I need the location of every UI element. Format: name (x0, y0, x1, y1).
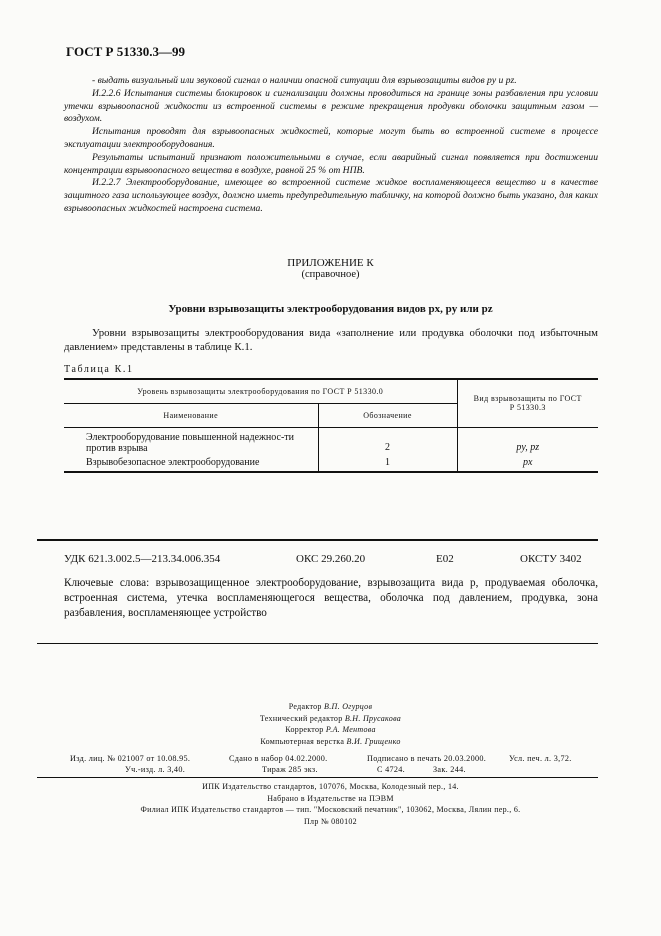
table-label: Таблица К.1 (64, 364, 134, 375)
divider (37, 777, 598, 778)
edition-sheets: Уч.-изд. л. 3,40. (125, 765, 186, 774)
table-row (64, 455, 598, 473)
tech-editor-name: В.Н. Прусакова (344, 713, 402, 723)
keywords: Ключевые слова: взрывозащищенное электрооборудование, взрывозащита вида p, продуваемая оболочка, встроенная система, утечка воспламеняющегося вещества, оболочка под давлением, продувка, зона разбавления, воспламеняющее устройство (64, 577, 598, 619)
table-cell-name: Взрывобезопасное электрооборудование (64, 455, 318, 473)
tech-editor-label: Технический редактор (259, 713, 343, 723)
okstu-code: ОКСТУ 3402 (520, 553, 582, 565)
intro-paragraph: Результаты испытаний признают положительными в случае, если аварийный сигнал появляется при достижении концентрации взрывоопасного вещества в воздухе, равной 25 % от НПВ. (64, 151, 598, 176)
table-cell-type: px (523, 456, 533, 468)
table-col-name: Наименование (64, 403, 318, 427)
editor-label: Редактор (288, 702, 322, 711)
intro-paragraph: - выдать визуальный или звуковой сигнал о наличии опасной ситуации для взрывозащиты видов py и pz. (92, 75, 517, 86)
table-cell-name: Электрооборудование повышенной надежнос-ти против взрыва (64, 427, 318, 455)
table-cell-type: py, pz (516, 441, 540, 453)
appendix-paragraph: Уровни взрывозащиты электрооборудования вида «заполнение или продувка оболочки под избыточным давлением» представлены в таблице К.1. (64, 327, 598, 353)
order-number: Зак. 244. (433, 765, 466, 774)
license-info: Изд. лиц. № 021007 от 10.08.95. (70, 754, 191, 763)
table-col-type: Вид взрывозащиты по ГОСТ Р 51330.3 (457, 379, 598, 427)
table-cell-designation: 2 (318, 427, 457, 455)
publisher-line: Набрано в Издательстве на ПЭВМ (267, 793, 394, 803)
publisher-line: ИПК Издательство стандартов, 107076, Москва, Колодезный пер., 14. (202, 782, 459, 791)
table-row (64, 427, 598, 455)
page-header-standard: ГОСТ Р 51330.3—99 (66, 44, 185, 59)
intro-text (64, 75, 598, 216)
appendix-subtitle: (справочное) (301, 269, 360, 280)
divider (37, 539, 598, 541)
intro-paragraph: Испытания проводят для взрывоопасных жидкостей, которые могут быть во встроенной системе в процессе эксплуатации электрооборудования. (64, 126, 598, 150)
credits (0, 701, 661, 747)
publisher-info (0, 781, 661, 827)
intro-paragraph: И.2.2.6 Испытания системы блокировок и сигнализации должны проводиться на границе зоны разбавления при условии утечки взрывоопасной жидкости из встроенной системы в режиме прекращения продувки оболочки защитным газом — воздухом. (64, 87, 598, 125)
print-sheets: Усл. печ. л. 3,72. (509, 754, 572, 763)
appendix-heading: Уровни взрывозащиты электрооборудования видов px, py или pz (168, 303, 493, 315)
corrector-name: Р.А. Ментова (325, 725, 376, 734)
corrector-label: Корректор (285, 725, 324, 734)
editor-name: В.П. Огурцов (324, 702, 373, 711)
layout-name: В.И. Грищенко (346, 736, 401, 746)
intro-paragraph: И.2.2.7 Электрооборудование, имеющее во встроенной системе жидкое воспламеняющееся вещество и в качестве защитного газа использующее воздух, должно иметь предупредительную табличку, на которой должно быть указано, для каких взрывоопасных жидкостей настроена система. (64, 177, 598, 214)
table-group-header: Уровень взрывозащиты электрооборудования по ГОСТ Р 51330.0 (64, 379, 457, 403)
typeset-date: Сдано в набор 04.02.2000. (229, 754, 328, 763)
print-run: Тираж 285 экз. (262, 765, 318, 774)
table-cell-designation: 1 (318, 455, 457, 473)
appendix-title: ПРИЛОЖЕНИЕ К (287, 257, 374, 269)
code-c: С 4724. (377, 765, 406, 774)
e-code: Е02 (436, 553, 454, 565)
oks-code: ОКС 29.260.20 (296, 553, 366, 565)
print-date: Подписано в печать 20.03.2000. (367, 754, 487, 763)
protection-levels-table (64, 378, 598, 473)
publisher-line: Плр № 080102 (303, 816, 357, 826)
layout-label: Компьютерная верстка (260, 736, 345, 746)
divider (37, 643, 598, 644)
table-col-designation: Обозначение (318, 403, 457, 427)
publisher-line: Филиал ИПК Издательство стандартов — тип. "Московский печатник", 103062, Москва, Лялин пер., 6. (140, 805, 521, 814)
udk-code: УДК 621.3.002.5—213.34.006.354 (64, 553, 221, 565)
